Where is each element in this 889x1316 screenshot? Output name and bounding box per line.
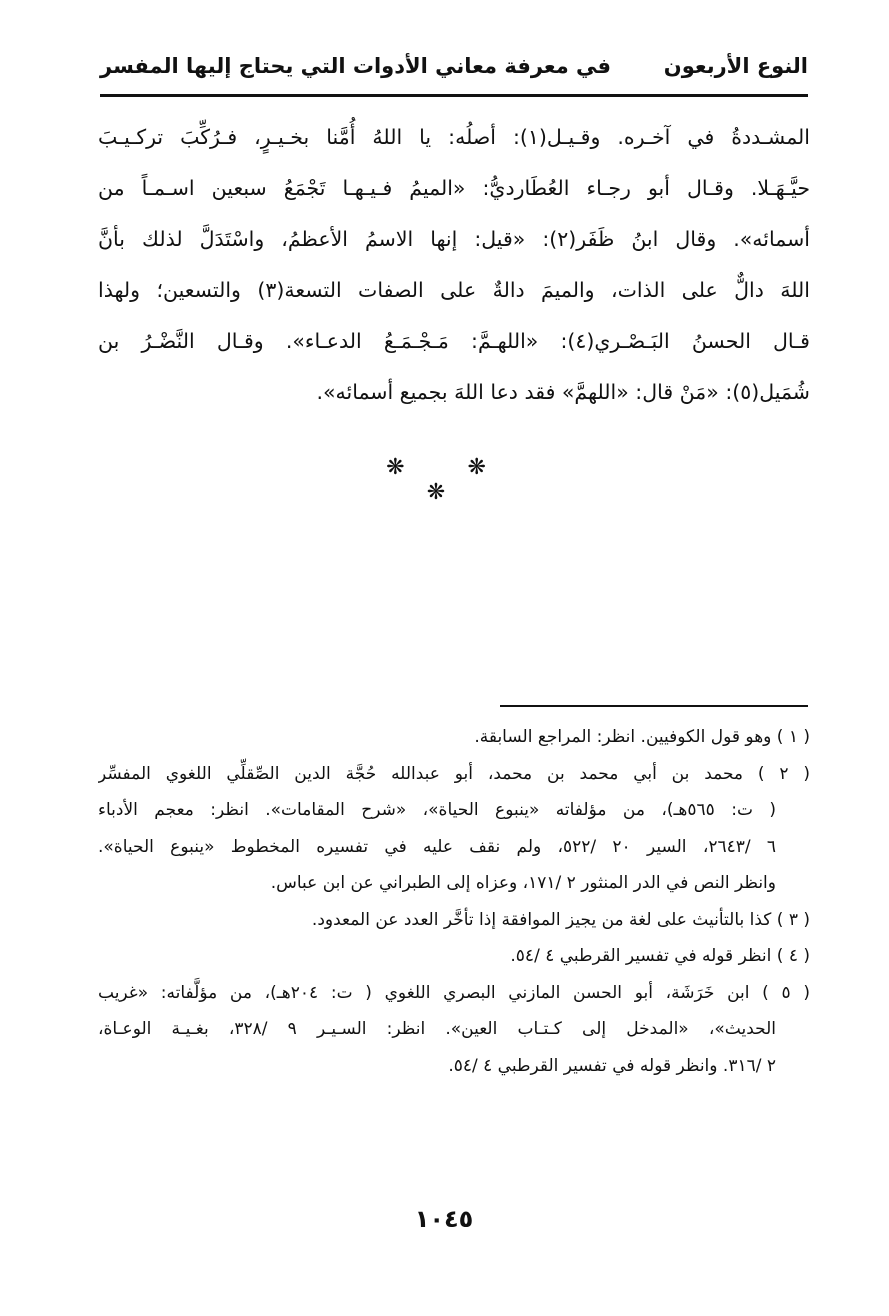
footnote-line: ٦ /٢٦٤٣، السير ٢٠ /٥٢٢، ولم نقف عليه في تفسيره المخطوط «ينبوع الحياة».	[98, 836, 776, 857]
text-line: المشـددةُ في آخـره. وقـيـل(١): أصلُه: يا اللهُ أُمَّنا بخـيـرٍ، فـرُكِّبَ تركـيـبَ	[98, 125, 810, 149]
text-line: حيَّـهَـلا. وقـال أبو رجـاء العُطَارديُّ: «الميمُ فـيـهـا تَجْمَعُ سبعين اسـمـاً من	[98, 176, 810, 200]
footnote-line: ( ت: ٥٦٥هـ)، من مؤلفاته «ينبوع الحياة»، «شرح المقامات». انظر: معجم الأدباء	[98, 800, 776, 820]
section-separator: ❋ ❋ ❋	[386, 455, 514, 505]
footnote-2	[98, 756, 810, 902]
text-line: قـال الحسنُ البَـصْـري(٤): «اللهـمَّ: مَـجْـمَـعُ الدعـاء». وقـال النَّضْـرُ بن	[98, 329, 810, 353]
running-header	[100, 48, 808, 92]
footnotes	[98, 719, 810, 1084]
footnote-line: الحديث»، «المدخل إلى كـتـاب العين». انظر: السـيـر ٩ /٣٢٨، بغـيـة الوعـاة،	[98, 1019, 776, 1039]
footnote-line: ( ٢ ) محمد بن أبي محمد بن محمد، أبو عبدالله حُجَّة الدين الصِّقلِّي اللغوي المفسِّر	[98, 763, 810, 784]
footnote-4	[98, 938, 810, 975]
footnote-line: ( ٥ ) ابن خَرَشَة، أبو الحسن المازني البصري اللغوي ( ت: ٢٠٤هـ)، من مؤلَّفاته: «غريب	[98, 982, 810, 1003]
text-line: اللهَ دالٌّ على الذات، والميمَ دالةٌ على الصفات التسعة(٣) والتسعين؛ ولهذا	[98, 278, 810, 302]
footnote-3	[98, 902, 810, 939]
footnote-line: ( ١ ) وهو قول الكوفيين. انظر: المراجع السابقة.	[474, 727, 810, 747]
footnote-rule	[500, 705, 808, 707]
text-line: أسمائه». وقال ابنُ ظَفَر(٢): «قيل: إنها الاسمُ الأعظمُ، واسْتَدَلَّ لذلك بأنَّ	[98, 227, 810, 251]
footnote-line: ( ٤ ) انظر قوله في تفسير القرطبي ٤ /٥٤.	[510, 946, 810, 966]
footnote-1	[98, 719, 810, 756]
footnote-line: ٢ /٣١٦. وانظر قوله في تفسير القرطبي ٤ /٥٤.	[448, 1055, 776, 1076]
text-line: شُمَيل(٥): «مَنْ قال: «اللهمَّ» فقد دعا اللهَ بجميع أسمائه».	[316, 380, 810, 404]
footnote-line: وانظر النص في الدر المنثور ٢ /١٧١، وعزاه إلى الطبراني عن ابن عباس.	[270, 873, 776, 893]
subject-title: في معرفة معاني الأدوات التي يحتاج إليها المفسر	[100, 54, 612, 78]
chapter-title: النوع الأربعون	[663, 54, 808, 78]
main-text	[98, 112, 810, 418]
header-rule	[100, 94, 808, 97]
footnote-5	[98, 975, 810, 1085]
footnote-line: ( ٣ ) كذا بالتأنيث على لغة من يجيز الموافقة إذا تأخَّر العدد عن المعدود.	[311, 909, 810, 930]
page-number: ١٠٤٥	[414, 1205, 474, 1233]
